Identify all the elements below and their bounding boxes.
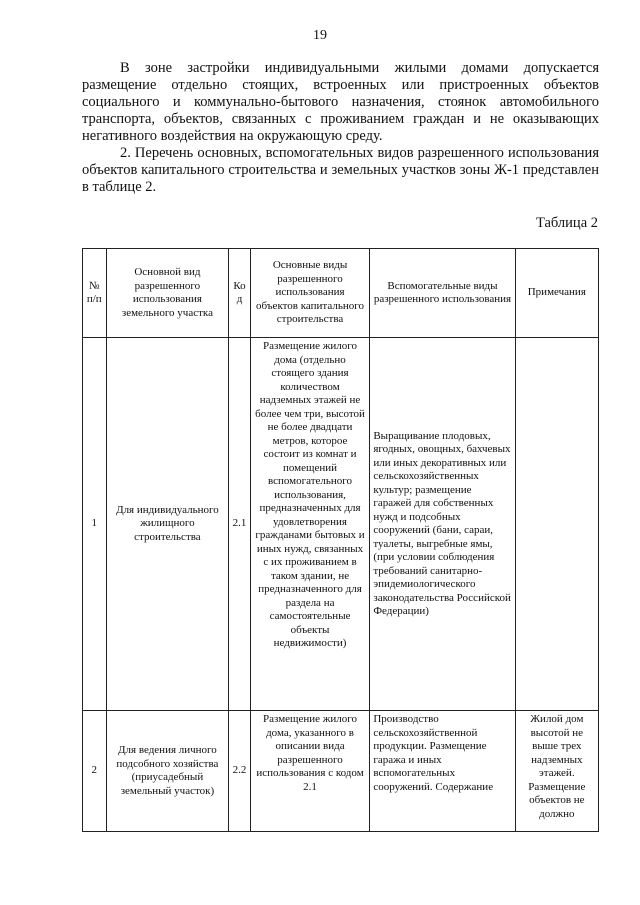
table-caption: Таблица 2 [535, 215, 598, 231]
paragraph: В зоне застройки индивидуальными жилыми домами допускается размещение отдельно стоящих, встроенных или пристроенных объектов социального и коммунально-бытового назначения, стоянок автомобильного транспорта, объектов, связанных с проживанием граждан и не оказывающих негативного воздействия на окружающую среду. [82, 60, 599, 144]
header-code: Ко д [229, 249, 250, 338]
cell-number: 1 [83, 338, 107, 711]
header-number: № п/п [83, 249, 107, 338]
table-row [83, 338, 599, 711]
table-header-row [83, 249, 599, 338]
cell-aux-use: Производство сельскохозяйственной продукции. Размещение гаража и иных вспомогательных сооружений. Содержание [370, 711, 515, 832]
cell-notes [515, 338, 598, 711]
cell-capital-use: Размещение жилого дома, указанного в описании вида разрешенного использования с кодом 2.1 [250, 711, 370, 832]
cell-code: 2.1 [229, 338, 250, 711]
cell-number: 2 [83, 711, 107, 832]
page-number: 19 [313, 28, 327, 43]
header-capital-use: Основные виды разрешенного использования объектов капитального строительства [250, 249, 370, 338]
header-aux-use: Вспомогательные виды разрешенного использования [370, 249, 515, 338]
table-row [83, 711, 599, 832]
body-text [82, 60, 599, 196]
header-notes: Примечания [515, 249, 598, 338]
cell-main-use: Для ведения личного подсобного хозяйства (приусадебный земельный участок) [106, 711, 229, 832]
cell-aux-use: Выращивание плодовых, ягодных, овощных, бахчевых или иных декоративных или сельскохозяйственных культур; размещение гаражей для собственных нужд и подсобных сооружений (бани, сараи, туалеты, выгребные ямы, (при условии соблюдения требований санитарно-эпидемиологического законодательства Российской Федерации) [370, 338, 515, 711]
cell-capital-use: Размещение жилого дома (отдельно стоящего здания количеством надземных этажей не более чем три, высотой не более двадцати метров, которое состоит из комнат и помещений вспомогательного использования, предназначенных для удовлетворения гражданами бытовых и иных нужд, связанных с их проживанием в таком здании, не предназначенного для раздела на самостоятельные объекты недвижимости) [250, 338, 370, 711]
zoning-table [82, 248, 599, 832]
paragraph: 2. Перечень основных, вспомогательных видов разрешенного использования объектов капитального строительства и земельных участков зоны Ж-1 представлен в таблице 2. [82, 145, 599, 195]
cell-code: 2.2 [229, 711, 250, 832]
header-main-use: Основной вид разрешенного использования земельного участка [106, 249, 229, 338]
cell-main-use: Для индивидуального жилищного строительства [106, 338, 229, 711]
cell-notes: Жилой дом высотой не выше трех надземных этажей. Размещение объектов не должно [515, 711, 598, 832]
